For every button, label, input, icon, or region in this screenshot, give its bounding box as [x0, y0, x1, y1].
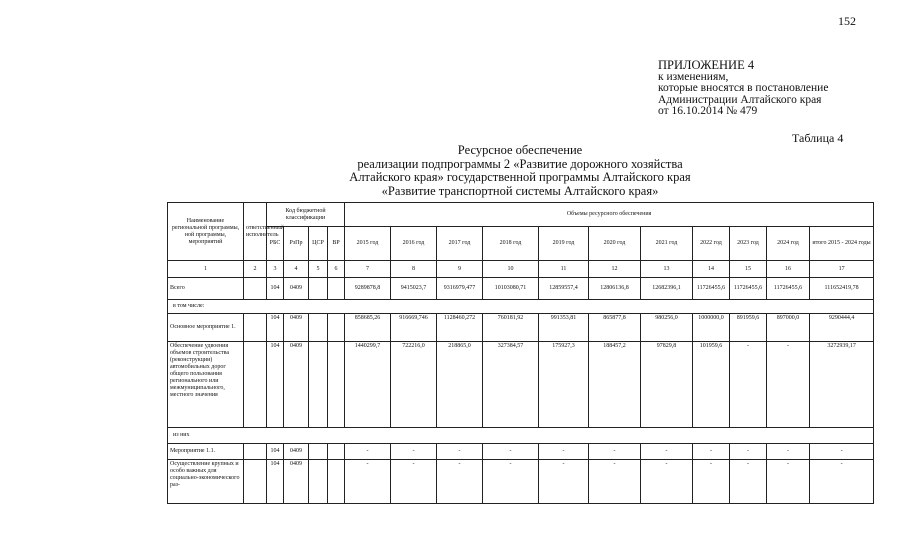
row-value: -: [345, 444, 391, 460]
subheading-label: в том числе:: [168, 300, 874, 314]
row-value: -: [589, 444, 641, 460]
row-vr: [328, 278, 345, 300]
row-value: -: [693, 444, 730, 460]
header-name: Наименование региональной программы, ной программы, мероприятий: [168, 203, 244, 261]
row-value: 865877,8: [589, 314, 641, 342]
table-row: [168, 278, 874, 300]
row-value: 10103080,71: [483, 278, 539, 300]
row-value: 9316979,477: [437, 278, 483, 300]
row-value: -: [437, 460, 483, 504]
row-name: Мероприятие 1.1.: [168, 444, 244, 460]
row-value: -: [767, 444, 810, 460]
column-number: 4: [284, 261, 309, 278]
table-row: [168, 444, 874, 460]
heading-line: реализации подпрограммы 2 «Развитие дорожного хозяйства: [357, 156, 683, 171]
row-value: 722216,0: [391, 342, 437, 428]
resource-table: [167, 202, 874, 504]
column-number: 11: [539, 261, 589, 278]
row-value: -: [730, 342, 767, 428]
column-number: 15: [730, 261, 767, 278]
row-value: 9415023,7: [391, 278, 437, 300]
row-value: -: [539, 460, 589, 504]
row-value: -: [483, 460, 539, 504]
row-value: -: [767, 342, 810, 428]
header-funding-group: Объемы ресурсного обеспечения: [345, 203, 874, 227]
header-code: РБС: [267, 227, 284, 261]
row-value: 891959,6: [730, 314, 767, 342]
row-value: -: [391, 460, 437, 504]
column-number: 9: [437, 261, 483, 278]
row-value: 218865,0: [437, 342, 483, 428]
row-value: -: [345, 460, 391, 504]
column-number: 7: [345, 261, 391, 278]
row-value: 12859557,4: [539, 278, 589, 300]
row-executor: [244, 314, 267, 342]
row-rbs: 104: [267, 314, 284, 342]
row-name: Осуществление крупных и особо важных для социально-экономического раз-: [168, 460, 244, 504]
row-name: Обеспечение удвоения объемов строительства (реконструкции) автомобильных дорог общего пользования регионального или межмуниципального, местного значения: [168, 342, 244, 428]
appendix-title: ПРИЛОЖЕНИЕ 4: [658, 58, 755, 72]
header-year: 2017 год: [437, 227, 483, 261]
heading-line: Ресурсное обеспечение: [457, 143, 583, 157]
appendix-line: Администрации Алтайского края: [658, 93, 822, 106]
row-value: 9290444,4: [810, 314, 874, 342]
row-vr: [328, 460, 345, 504]
row-csr: [309, 444, 328, 460]
column-number: 1: [168, 261, 244, 278]
row-value: 97829,8: [641, 342, 693, 428]
row-csr: [309, 278, 328, 300]
header-year: 2022 год: [693, 227, 730, 261]
appendix-block: [658, 60, 828, 118]
row-value: 1128460,272: [437, 314, 483, 342]
row-value: 3272939,17: [810, 342, 874, 428]
header-year: 2021 год: [641, 227, 693, 261]
header-year: итого 2015 - 2024 годы: [810, 227, 874, 261]
row-value: 175927,3: [539, 342, 589, 428]
row-value: -: [391, 444, 437, 460]
row-value: 991353,81: [539, 314, 589, 342]
header-row: [168, 203, 874, 227]
row-value: 11726455,6: [730, 278, 767, 300]
row-vr: [328, 342, 345, 428]
header-year: 2016 год: [391, 227, 437, 261]
row-value: -: [810, 444, 874, 460]
subheading-row: [168, 428, 874, 444]
row-value: -: [437, 444, 483, 460]
row-csr: [309, 342, 328, 428]
header-year: 2020 год: [589, 227, 641, 261]
heading-line: «Развитие транспортной системы Алтайского края»: [381, 183, 659, 198]
column-number: 16: [767, 261, 810, 278]
table-label: Таблица 4: [792, 131, 844, 145]
row-value: 760181,92: [483, 314, 539, 342]
column-number: 8: [391, 261, 437, 278]
row-rbs: 104: [267, 342, 284, 428]
row-value: -: [589, 460, 641, 504]
header-year: 2024 год: [767, 227, 810, 261]
column-number: 10: [483, 261, 539, 278]
header-code: ВР: [328, 227, 345, 261]
column-number: 12: [589, 261, 641, 278]
row-value: 1000000,0: [693, 314, 730, 342]
row-executor: [244, 342, 267, 428]
column-number: 14: [693, 261, 730, 278]
row-value: 101959,6: [693, 342, 730, 428]
row-csr: [309, 314, 328, 342]
column-numbers-row: [168, 261, 874, 278]
header-year: 2023 год: [730, 227, 767, 261]
row-value: -: [730, 460, 767, 504]
header-year: 2019 год: [539, 227, 589, 261]
column-number: 3: [267, 261, 284, 278]
row-value: 858685,26: [345, 314, 391, 342]
column-number: 13: [641, 261, 693, 278]
header-code: РзПр: [284, 227, 309, 261]
row-value: 188457,2: [589, 342, 641, 428]
row-value: 327384,57: [483, 342, 539, 428]
column-number: 6: [328, 261, 345, 278]
row-value: 897000,0: [767, 314, 810, 342]
document-heading: [320, 144, 720, 198]
row-executor: [244, 460, 267, 504]
row-value: -: [483, 444, 539, 460]
row-value: -: [693, 460, 730, 504]
row-value: 11726455,6: [767, 278, 810, 300]
row-name: Основное мероприятие 1.: [168, 314, 244, 342]
header-year: 2015 год: [345, 227, 391, 261]
row-rzpr: 0409: [284, 314, 309, 342]
row-value: -: [730, 444, 767, 460]
subheading-label: из них: [168, 428, 874, 444]
row-csr: [309, 460, 328, 504]
row-rbs: 104: [267, 444, 284, 460]
row-rbs: 104: [267, 278, 284, 300]
row-rzpr: 0409: [284, 342, 309, 428]
header-year: 2018 год: [483, 227, 539, 261]
row-value: -: [767, 460, 810, 504]
appendix-line: которые вносятся в постановление: [658, 82, 829, 94]
page-number: 152: [838, 14, 856, 28]
row-value: 980256,0: [641, 314, 693, 342]
row-value: 1440299,7: [345, 342, 391, 428]
appendix-line: от 16.10.2014 № 479: [658, 105, 758, 117]
header-executor: ответственный исполнитель: [244, 203, 267, 261]
row-vr: [328, 314, 345, 342]
table-row: [168, 314, 874, 342]
row-rzpr: 0409: [284, 460, 309, 504]
row-rbs: 104: [267, 460, 284, 504]
row-value: 11726455,6: [693, 278, 730, 300]
row-value: -: [641, 444, 693, 460]
row-value: -: [641, 460, 693, 504]
header-code-group: Код бюджетной классификации: [267, 203, 345, 227]
header-code: ЦСР: [309, 227, 328, 261]
column-number: 17: [810, 261, 874, 278]
row-value: 916669,746: [391, 314, 437, 342]
row-value: -: [539, 444, 589, 460]
heading-line: Алтайского края» государственной программы Алтайского края: [349, 170, 691, 184]
table-row: [168, 342, 874, 428]
row-value: 12806136,8: [589, 278, 641, 300]
row-rzpr: 0409: [284, 278, 309, 300]
column-number: 2: [244, 261, 267, 278]
appendix-line: к изменениям,: [658, 70, 729, 83]
row-value: -: [810, 460, 874, 504]
row-value: 12682396,1: [641, 278, 693, 300]
row-name: Всего: [168, 278, 244, 300]
subheading-row: [168, 300, 874, 314]
table-row: [168, 460, 874, 504]
row-executor: [244, 444, 267, 460]
row-value: 111652419,78: [810, 278, 874, 300]
row-value: 9289878,8: [345, 278, 391, 300]
column-number: 5: [309, 261, 328, 278]
row-vr: [328, 444, 345, 460]
row-executor: [244, 278, 267, 300]
row-rzpr: 0409: [284, 444, 309, 460]
